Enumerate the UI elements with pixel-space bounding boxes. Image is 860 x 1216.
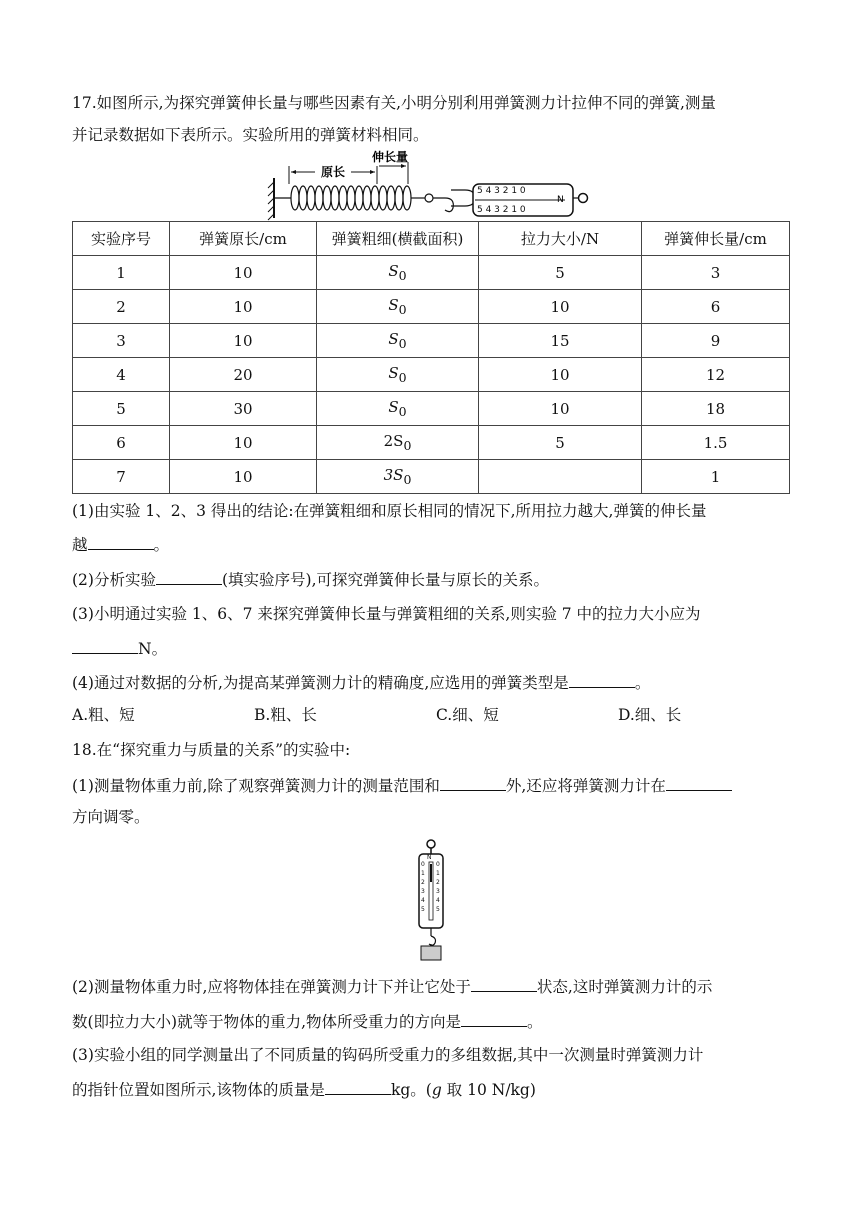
svg-text:4: 4	[436, 897, 440, 904]
svg-text:1: 1	[421, 870, 425, 877]
cell-extension: 3	[642, 256, 790, 290]
table-row	[73, 426, 790, 460]
cell-trial: 3	[73, 324, 170, 358]
hanging-weight	[421, 946, 441, 960]
cell-area: $S_0$	[317, 290, 479, 324]
svg-text:1: 1	[436, 870, 440, 877]
cell-force: 10	[479, 392, 642, 426]
cell-extension: 6	[642, 290, 790, 324]
cell-length: 10	[170, 460, 317, 494]
cell-trial: 4	[73, 358, 170, 392]
cell-trial: 6	[73, 426, 170, 460]
svg-text:0: 0	[436, 861, 440, 868]
scale-unit: N	[557, 195, 564, 205]
svg-text:3: 3	[436, 888, 440, 895]
cell-area: $S_0$	[317, 392, 479, 426]
cell-extension: 18	[642, 392, 790, 426]
cell-extension: 1.5	[642, 426, 790, 460]
cell-force-blank	[479, 460, 642, 494]
q17-p2: (2)分析实验 (填实验序号),可探究弹簧伸长量与原长的关系。	[72, 568, 549, 591]
svg-text:N: N	[427, 854, 432, 861]
q17-data-table	[72, 221, 790, 494]
answer-blank[interactable]	[471, 975, 537, 992]
label-original-length: 原长	[321, 165, 346, 179]
cell-length: 20	[170, 358, 317, 392]
q18-p2-line2: 数(即拉力大小)就等于物体的重力,物体所受重力的方向是 。	[72, 1010, 543, 1033]
q17-intro-line1: 17.如图所示,为探究弹簧伸长量与哪些因素有关,小明分别利用弹簧测力计拉伸不同的弹簧,测量	[72, 94, 716, 112]
cell-length: 10	[170, 426, 317, 460]
cell-force: 5	[479, 426, 642, 460]
cell-trial: 1	[73, 256, 170, 290]
cell-length: 10	[170, 256, 317, 290]
svg-text:2: 2	[421, 879, 425, 886]
q17-p1-line2: 越 。	[72, 533, 169, 556]
table-row	[73, 290, 790, 324]
cell-extension: 12	[642, 358, 790, 392]
cell-area: $S_0$	[317, 324, 479, 358]
svg-text:5 4 3 2 1 0: 5 4 3 2 1 0	[477, 186, 526, 196]
header-cell: 弹簧原长/cm	[170, 222, 317, 256]
answer-blank[interactable]	[72, 637, 138, 654]
cell-trial: 7	[73, 460, 170, 494]
cell-force: 5	[479, 256, 642, 290]
cell-area: $S_0$	[317, 256, 479, 290]
table-row	[73, 392, 790, 426]
cell-force: 10	[479, 290, 642, 324]
svg-text:5 4 3 2 1 0: 5 4 3 2 1 0	[477, 205, 526, 215]
answer-blank[interactable]	[88, 533, 154, 550]
answer-blank[interactable]	[440, 774, 506, 791]
q18-p1-line1: (1)测量物体重力前,除了观察弹簧测力计的测量范围和 外,还应将弹簧测力计在	[72, 774, 732, 797]
spring-scale-figure	[265, 150, 595, 222]
answer-blank[interactable]	[156, 568, 222, 585]
svg-text:4: 4	[421, 897, 425, 904]
table-row	[73, 358, 790, 392]
cell-trial: 2	[73, 290, 170, 324]
q17-p3-line1: (3)小明通过实验 1、6、7 来探究弹簧伸长量与弹簧粗细的关系,则实验 7 中的拉力大小应为	[72, 605, 701, 623]
table-row	[73, 324, 790, 358]
header-cell: 拉力大小/N	[479, 222, 642, 256]
table-row	[73, 256, 790, 290]
q17-intro-line2: 并记录数据如下表所示。实验所用的弹簧材料相同。	[72, 126, 429, 144]
q17-options	[72, 704, 681, 726]
table-row	[73, 460, 790, 494]
svg-text:2: 2	[436, 879, 440, 886]
option-c[interactable]: C.细、短	[436, 706, 499, 724]
vertical-spring-scale-figure	[407, 838, 455, 962]
cell-trial: 5	[73, 392, 170, 426]
option-d[interactable]: D.细、长	[618, 706, 682, 724]
q18-p3-line2: 的指针位置如图所示,该物体的质量是 kg。(g 取 10 N/kg)	[72, 1078, 536, 1101]
cell-extension: 1	[642, 460, 790, 494]
horizontal-spring-scale	[451, 184, 588, 216]
q17-p3-line2: N。	[72, 637, 167, 660]
answer-blank[interactable]	[325, 1078, 391, 1095]
cell-area: $2S_0$	[317, 426, 479, 460]
cell-extension: 9	[642, 324, 790, 358]
q18-p1-line2: 方向调零。	[72, 808, 150, 826]
cell-length: 10	[170, 324, 317, 358]
q18-intro: 18.在“探究重力与质量的关系”的实验中:	[72, 741, 351, 759]
q17-p1-line1: (1)由实验 1、2、3 得出的结论:在弹簧粗细和原长相同的情况下,所用拉力越大,弹簧的伸长量	[72, 502, 707, 520]
answer-blank[interactable]	[666, 774, 732, 791]
option-b[interactable]: B.粗、长	[254, 706, 317, 724]
q18-p2-line1: (2)测量物体重力时,应将物体挂在弹簧测力计下并让它处于 状态,这时弹簧测力计的示	[72, 975, 712, 998]
svg-text:0: 0	[421, 861, 425, 868]
q18-p3-line1: (3)实验小组的同学测量出了不同质量的钩码所受重力的多组数据,其中一次测量时弹簧测力计	[72, 1046, 704, 1064]
table-header-row	[73, 222, 790, 256]
header-cell: 弹簧粗细(横截面积)	[317, 222, 479, 256]
cell-force: 15	[479, 324, 642, 358]
cell-force: 10	[479, 358, 642, 392]
cell-area: $3S_0$	[317, 460, 479, 494]
q17-p4: (4)通过对数据的分析,为提高某弹簧测力计的精确度,应选用的弹簧类型是 。	[72, 671, 650, 694]
label-extension: 伸长量	[372, 150, 409, 164]
answer-blank[interactable]	[569, 671, 635, 688]
answer-blank[interactable]	[461, 1010, 527, 1027]
header-cell: 实验序号	[73, 222, 170, 256]
spring-coils	[274, 186, 453, 212]
svg-text:5: 5	[436, 906, 440, 913]
cell-length: 30	[170, 392, 317, 426]
svg-text:5: 5	[421, 906, 425, 913]
option-a[interactable]: A.粗、短	[72, 706, 135, 724]
svg-text:3: 3	[421, 888, 425, 895]
cell-area: $S_0$	[317, 358, 479, 392]
cell-length: 10	[170, 290, 317, 324]
header-cell: 弹簧伸长量/cm	[642, 222, 790, 256]
